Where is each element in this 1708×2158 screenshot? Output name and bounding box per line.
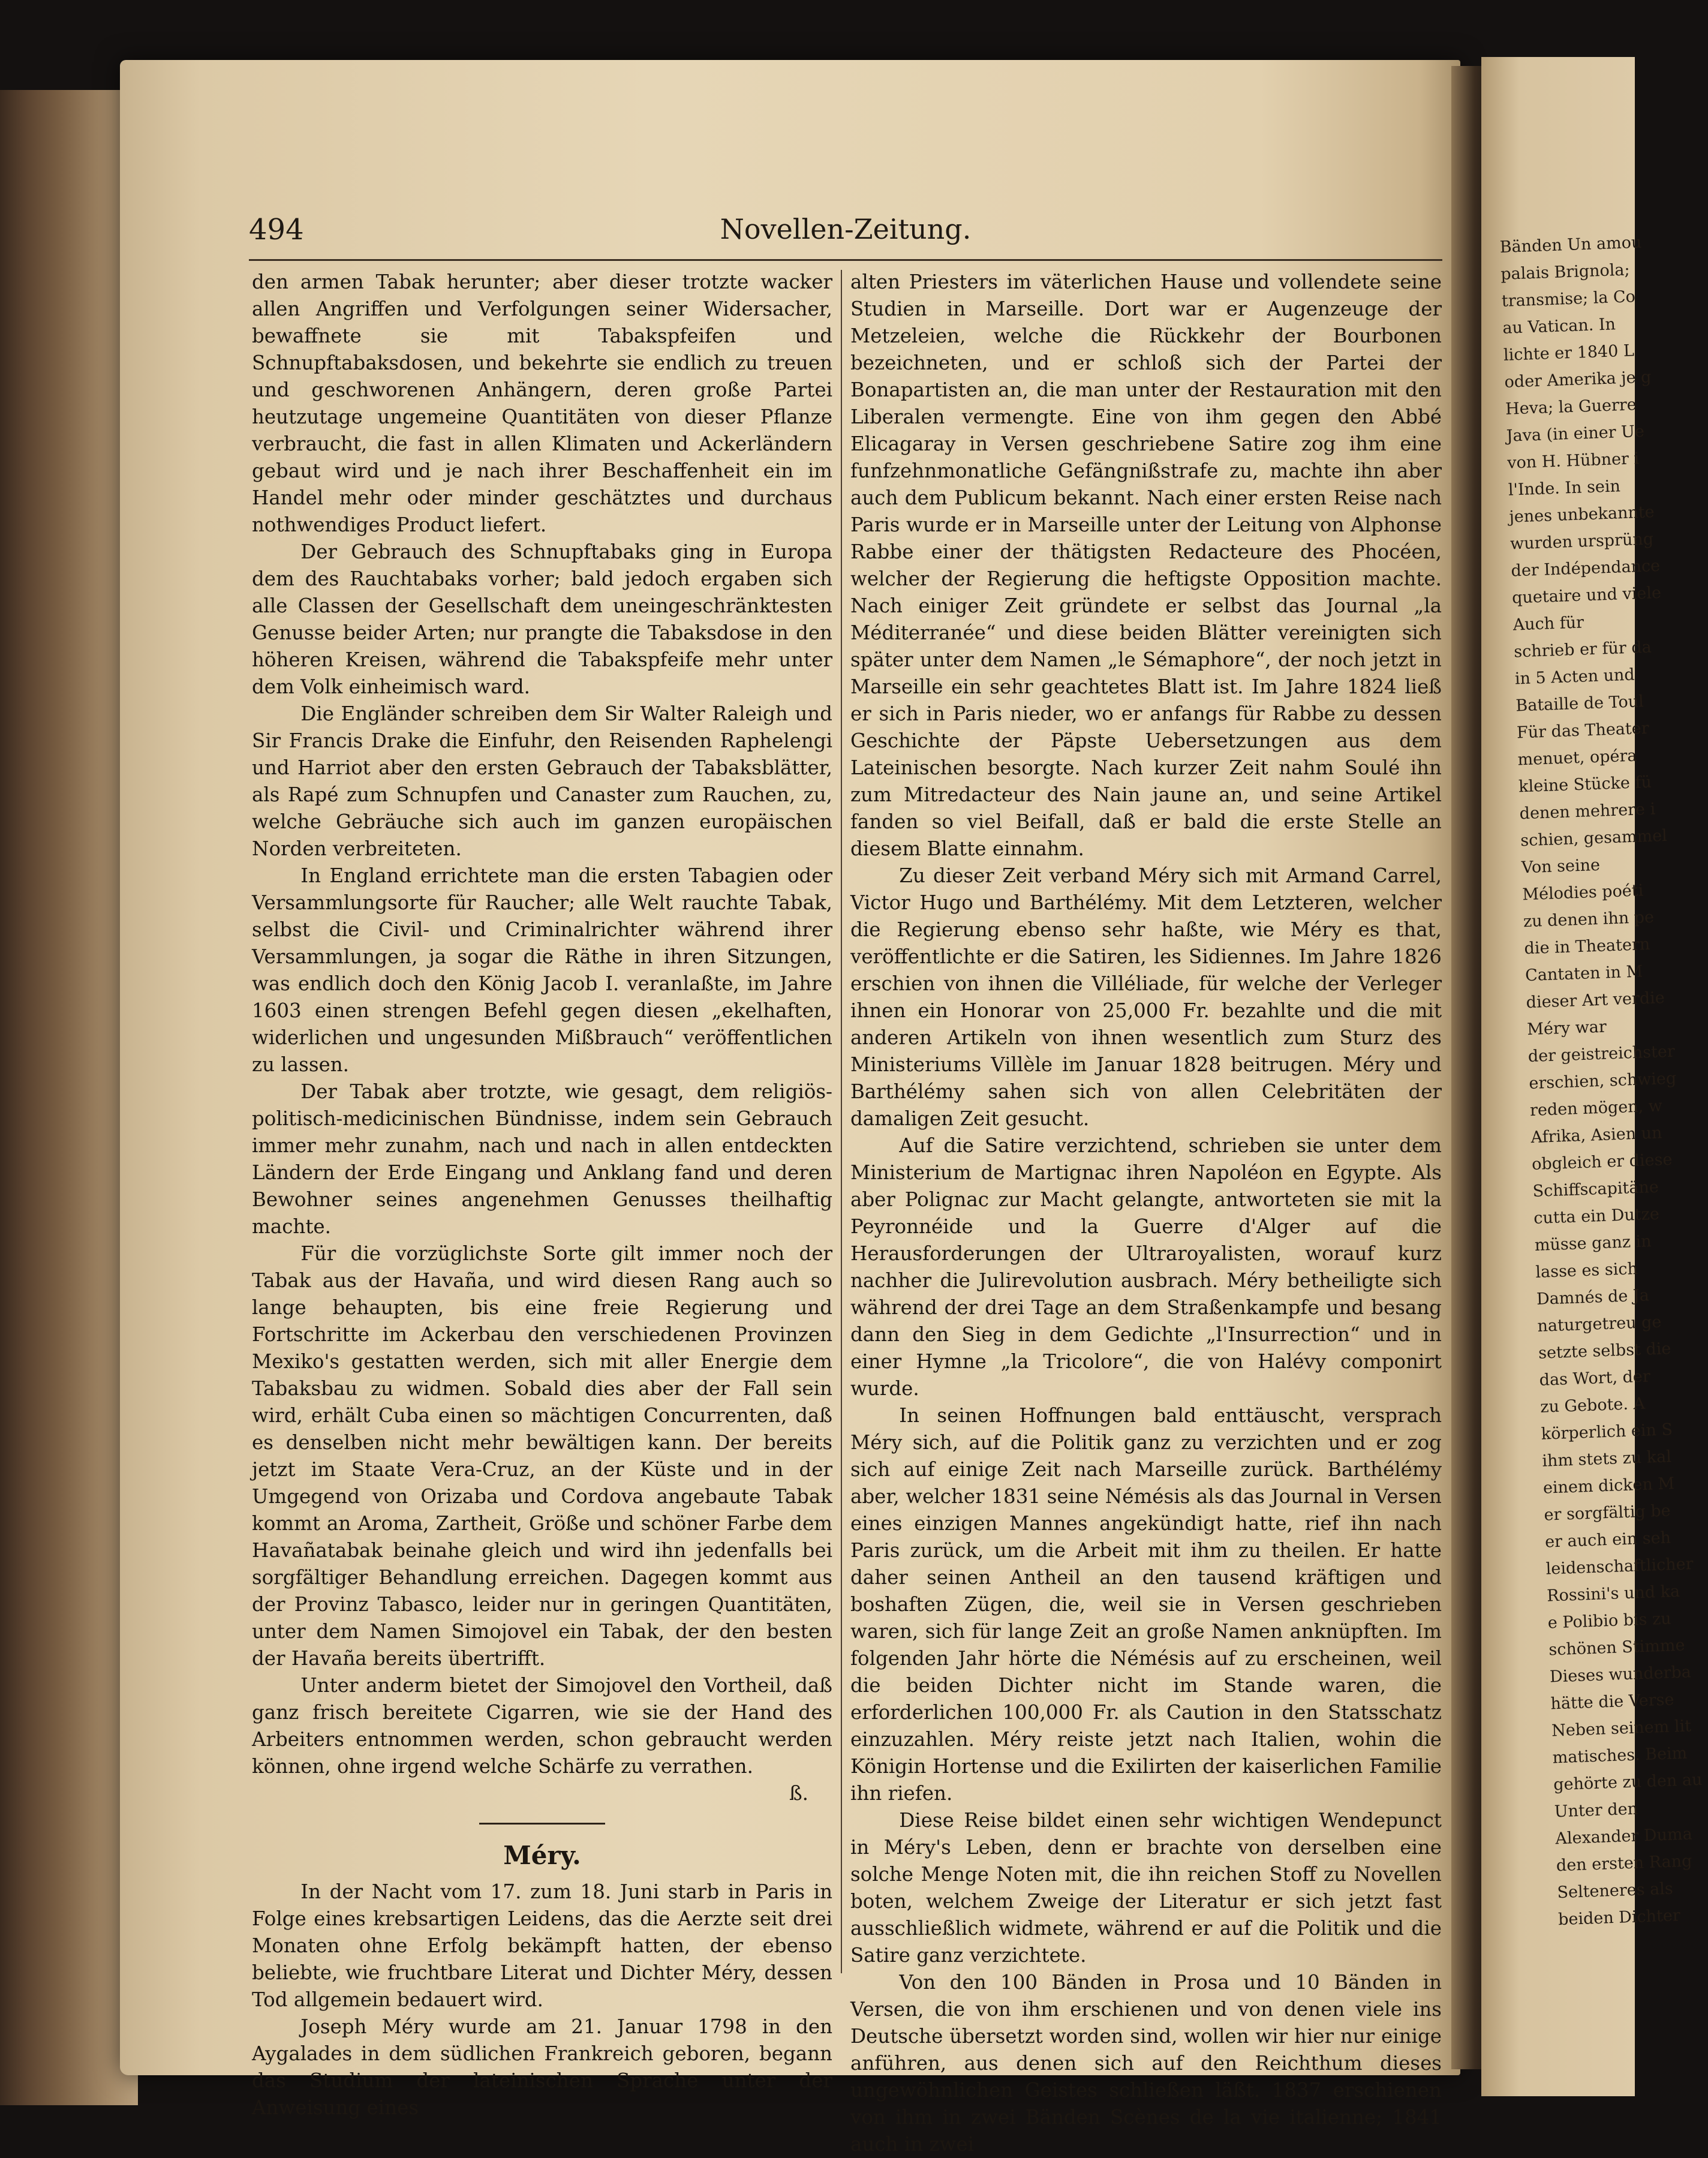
paragraph: Zu dieser Zeit verband Méry sich mit Armand Carrel, Victor Hugo und Barthélémy. Mit dem Letzteren, welcher die Regierung ebenso sehr haßte, wie Méry es that, veröffentlichte er die Satiren, les Sidiennes. Im Jahre 1826 erschien von ihnen die Villéliade, für welche der Verleger ihnen ein Honorar von 25,000 Fr. bezahlte und die mit anderen Artikeln von ihnen wesentlich zum Sturz des Ministeriums Villèle im Januar 1828 beitrugen. Méry und Barthélémy sahen sich von allen Celebritäten der damaligen Zeit gesucht. bbox=[850, 864, 1442, 1130]
adjacent-page-line: zu Gebote. A bbox=[1539, 1394, 1646, 1417]
adjacent-page-line: jenes unbekannte bbox=[1508, 503, 1655, 527]
adjacent-page-line: leidenschaftlicher bbox=[1545, 1555, 1694, 1579]
adjacent-page-line: menuet, opéra bbox=[1517, 746, 1637, 770]
adjacent-page-line: cutta ein Dutze bbox=[1533, 1204, 1660, 1228]
adjacent-page-line: schrieb er für da bbox=[1513, 638, 1652, 662]
adjacent-page-line: Rossini's und ka bbox=[1546, 1582, 1680, 1606]
adjacent-page-line: Bataille de Toul bbox=[1515, 692, 1644, 716]
adjacent-page-line: obgleich er diese bbox=[1531, 1150, 1673, 1174]
adjacent-page-line: Selteneres als bbox=[1557, 1879, 1674, 1902]
adjacent-page-line: müsse ganz in bbox=[1534, 1232, 1652, 1255]
paragraph: den armen Tabak herunter; aber dieser trotzte wacker allen Angriffen und Verfolgungen seiner Widersacher, bewaffnete sie mit Tabakspfeifen und Schnupftabaksdosen, und bekehrte sie endlich zu treuen und geschworenen Anhängern, deren große Partei heutzutage ungemeine Quantitäten von dieser Pflanze verbraucht, die fast in allen Klimaten und Ackerländern gebaut wird und je nach ihrer Beschaffenheit ein im Handel mehr oder minder geschätztes und durchaus nothwendiges Product liefert. bbox=[252, 270, 832, 536]
adjacent-page-line: Afrika, Asien un bbox=[1530, 1123, 1662, 1147]
adjacent-page-line: schönen Stimme bbox=[1548, 1636, 1685, 1660]
author-signature: ß. bbox=[789, 1782, 808, 1805]
adjacent-page-line: dieser Art verdie bbox=[1526, 988, 1665, 1012]
adjacent-page-line: der geistreichster bbox=[1527, 1042, 1676, 1066]
header-rule bbox=[249, 259, 1442, 261]
adjacent-page-line: das Wort, der bbox=[1539, 1367, 1651, 1390]
adjacent-page-line: die in Theatern bbox=[1524, 934, 1650, 958]
adjacent-page-line: Neben seinem lit bbox=[1551, 1717, 1692, 1741]
adjacent-page-line: er auch ein seh bbox=[1544, 1528, 1671, 1552]
section-rule bbox=[479, 1823, 605, 1825]
paragraph: Für die vorzüglichste Sorte gilt immer noch der Tabak aus der Havaña, und wird diesen Rang auch so lange behaupten, bis eine freie Regierung und Fortschritte im Ackerbau den verschiedenen Provinzen Mexiko's gestatten werden, sich mit aller Energie dem Tabaksbau zu widmen. Sobald dies aber der Fall sein wird, erhält Cuba einen so mächtigen Concurrenten, daß es denselben nicht mehr bewältigen kann. Der bereits jetzt im Staate Vera-Cruz, an der Küste und in der Umgegend von Orizaba und Cordova angebaute Tabak kommt an Aroma, Zartheit, Größe und schöner Farbe dem Havañatabak beinahe gleich und wird ihn jedenfalls bei sorgfältiger Behandlung erreichen. Dagegen kommt aus der Provinz Tabasco, leider nur in geringen Quantitäten, unter dem Namen Simojovel ein Tabak, der den besten der Havaña bereits übertrifft. bbox=[252, 1242, 832, 1670]
paragraph: Von den 100 Bänden in Prosa und 10 Bänden in Versen, die von ihm erschienen und von denen viele ins Deutsche übersetzt worden sind, wollen wir hier nur einige anführen, aus denen sich auf den Reichthum dieses ungewöhnlichen Geistes schließen läßt. 1837 erschienen von ihm in zwei Bänden Scènes de la vie italienne; 1841 auch in zwei bbox=[850, 1971, 1442, 2156]
adjacent-page-line: wurden ursprüng bbox=[1509, 530, 1654, 554]
book-edge bbox=[0, 90, 138, 2105]
adjacent-page-line: in 5 Acten und bbox=[1514, 665, 1635, 689]
adjacent-page-line: gehörte zu den au bbox=[1553, 1770, 1703, 1795]
adjacent-page-line: Bänden Un amou bbox=[1499, 233, 1642, 257]
adjacent-page-line: oder Amerika je g bbox=[1504, 368, 1652, 392]
adjacent-page-line: Alexander Duma bbox=[1554, 1825, 1693, 1849]
adjacent-page-line: Auch für bbox=[1512, 613, 1584, 635]
paragraph: Die Engländer schreiben dem Sir Walter Raleigh und Sir Francis Drake die Einfuhr, den Reisenden Raphelengi und Harriot aber den ersten Gebrauch der Tabaksblätter, als Rapé zum Schnupfen und Canaster zum Rauchen, zu, welche Gebräuche sich auch im ganzen europäischen Norden verbreiteten. bbox=[252, 702, 832, 860]
adjacent-page-line: transmise; la Co bbox=[1501, 287, 1636, 311]
adjacent-page-line: setzte selbst die bbox=[1538, 1339, 1671, 1363]
adjacent-page-line: er sorgfältig be bbox=[1544, 1501, 1671, 1525]
adjacent-page-line: hätte die Verse bbox=[1550, 1690, 1674, 1714]
adjacent-page-line: von H. Hübner i bbox=[1506, 449, 1640, 473]
adjacent-page-line: denen mehrere i bbox=[1519, 800, 1656, 823]
paragraph: Auf die Satire verzichtend, schrieben sie unter dem Ministerium de Martignac ihren Napoléon en Egypte. Als aber Polignac zur Macht gelangte, antworteten sie mit la Peyronnéide und la Guerre d'Alger auf die Herausforderungen der Ultraroyalisten, worauf kurz nachher die Julirevolution ausbrach. Méry betheiligte sich während der drei Tage an dem Straßenkampfe und besang dann den Sieg in dem Gedichte „l'Insurrection“ und in einer Hymne „la Tricolore“, die von Halévy componirt wurde. bbox=[850, 1134, 1442, 1400]
adjacent-page-line: lichte er 1840 L bbox=[1503, 341, 1635, 365]
adjacent-page-line: Dieses wunderba bbox=[1549, 1663, 1692, 1687]
adjacent-page-line: quetaire und viele bbox=[1511, 583, 1662, 608]
running-title: Novellen-Zeitung. bbox=[720, 213, 972, 245]
adjacent-page-line: den ersten Rang bbox=[1556, 1852, 1692, 1876]
adjacent-page-line: Von seine bbox=[1521, 855, 1601, 877]
paragraph: In England errichtete man die ersten Tabagien oder Versammlungsorte für Raucher; alle Welt rauchte Tabak, selbst die Civil- und Criminalrichter während ihrer Versammlungen, ja sogar die Räthe in ihren Sitzungen, was endlich doch den König Jacob I. veranlaßte, im Jahre 1603 einen strengen Befehl gegen diesen „ekelhaften, widerlichen und ungesunden Mißbrauch“ veröffentlichen zu lassen. bbox=[252, 864, 832, 1076]
page-number: 494 bbox=[249, 213, 304, 247]
section-title: Méry. bbox=[503, 1841, 581, 1870]
paragraph: In seinen Hoffnungen bald enttäuscht, versprach Méry sich, auf die Politik ganz zu verzichten und er zog sich auf einige Zeit nach Marseille zurück. Barthélémy aber, welcher 1831 seine Némésis als das Journal in Versen eines einzigen Mannes angekündigt hatte, rief ihn nach Paris zurück, um die Arbeit mit ihm zu theilen. Er hatte daher seinen Antheil an den tausend kräftigen und boshaften Zügen, die, weil sie in Versen geschrieben waren, sich für lange Zeit an große Namen anknüpften. Im folgenden Jahr hörte die Némésis auf zu erscheinen, weil die beiden Dichter nicht im Stande waren, die erforderlichen 100,000 Fr. als Caution in den Statsschatz einzuzahlen. Méry reiste jetzt nach Italien, wohin die Königin Hortense und die Exilirten der kaiserlichen Familie ihn riefen. bbox=[850, 1404, 1442, 1805]
adjacent-page-line: Unter den bbox=[1554, 1799, 1638, 1822]
page-header bbox=[249, 213, 1442, 255]
adjacent-page-line: kleine Stücke fü bbox=[1518, 773, 1652, 797]
adjacent-page-line: Mélodies poéti bbox=[1521, 881, 1644, 904]
adjacent-page-line: ihm stets zu kal bbox=[1541, 1447, 1672, 1471]
paragraph: Joseph Méry wurde am 21. Januar 1798 in den Aygalades in dem südlichen Frankreich geboren, begann das Studium der lateinischen Sprache unter der Anweisung eines bbox=[252, 2015, 832, 2119]
adjacent-page-line: beiden Dichter bbox=[1557, 1906, 1681, 1929]
paragraph: Der Gebrauch des Schnupftabaks ging in Europa dem des Rauchtabaks vorher; bald jedoch ergaben sich alle Classen der Gesellschaft dem uneingeschränktesten Genusse beider Arten; nur prangte die Tabaksdose in den höheren Kreisen, während die Tabakspfeife mehr unter dem Volk einheimisch ward. bbox=[252, 540, 832, 698]
paragraph: In der Nacht vom 17. zum 18. Juni starb in Paris in Folge eines krebsartigen Leidens, das die Aerzte seit drei Monaten ohne Erfolg bekämpft hatten, der ebenso beliebte, wie fruchtbare Literat und Dichter Méry, dessen Tod allgemein bedauert wird. bbox=[252, 1880, 832, 2011]
column-divider bbox=[841, 270, 842, 1973]
adjacent-page-line: erschien, schwieg bbox=[1528, 1069, 1677, 1093]
adjacent-page-line: au Vatican. In bbox=[1502, 315, 1616, 338]
adjacent-page-line: Cantaten in M bbox=[1524, 962, 1643, 985]
paragraph: Der Tabak aber trotzte, wie gesagt, dem religiös-politisch-medicinischen Bündnisse, indem sein Gebrauch immer mehr zunahm, nach und nach in allen entdeckten Ländern der Erde Eingang und Anklang fand und deren Bewohner seines angenehmen Genusses theilhaftig machte. bbox=[252, 1080, 832, 1238]
adjacent-page-line: matisches. Beim bbox=[1552, 1744, 1688, 1768]
adjacent-page-line: Heva; la Guerre bbox=[1505, 395, 1637, 419]
paragraph: alten Priesters im väterlichen Hause und vollendete seine Studien in Marseille. Dort war er Augenzeuge der Metzeleien, welche die Rückkehr der Bourbonen bezeichneten, und er schloß sich der Partei der Bonapartisten an, die man unter der Restauration mit den Liberalen vermengte. Eine von ihm gegen den Abbé Elicagaray in Versen geschriebene Satire zog ihm eine funfzehnmonatliche Gefängnißstrafe zu, machte ihn aber auch dem Publicum bekannt. Nach einer ersten Reise nach Paris wurde er in Marseille unter der Leitung von Alphonse Rabbe einer der thätigsten Redacteure des Phocéen, welcher der Regierung die heftigste Opposition machte. Nach einiger Zeit gründete er selbst das Journal „la Méditerranée“ und diese beiden Blätter vereinigten sich später unter dem Namen „le Sémaphore“, der noch jetzt in Marseille ein sehr geachtetes Blatt ist. Im Jahre 1824 ließ er sich in Paris nieder, wo er anfangs für Rabbe zu dessen Geschichte der Päpste Uebersetzungen aus dem Lateinischen besorgte. Nach kurzer Zeit nahm Soulé ihn zum Mitredacteur des Nain jaune an, und seine Artikel fanden so viel Beifall, daß er bald die erste Stelle an diesem Blatte einnahm. bbox=[850, 270, 1442, 860]
adjacent-page-line: Damnés de Ja bbox=[1536, 1286, 1650, 1309]
adjacent-page-line: einem dicken M bbox=[1542, 1474, 1675, 1498]
adjacent-page-line: Für das Theater bbox=[1516, 719, 1650, 743]
paragraph: Unter anderm bietet der Simojovel den Vortheil, daß ganz frisch bereitete Cigarren, wie sie der Hand des Arbeiters entnommen werden, schon gebraucht werden können, ohne irgend welche Schärfe zu verrathen. bbox=[252, 1674, 832, 1778]
adjacent-page-line: der Indépendance bbox=[1511, 556, 1661, 581]
adjacent-page-line: zu denen ihn pe bbox=[1523, 907, 1655, 931]
adjacent-page-line: körperlich ein S bbox=[1541, 1420, 1673, 1444]
adjacent-page-line: naturgetreu ge bbox=[1537, 1312, 1662, 1336]
adjacent-page-line: reden mögen, w bbox=[1529, 1096, 1663, 1120]
adjacent-page-line: Schiffscapitäne bbox=[1532, 1177, 1659, 1201]
adjacent-page-line: lasse es sich bbox=[1535, 1260, 1638, 1282]
adjacent-page-line: schien, gesammel bbox=[1520, 826, 1668, 850]
paragraph: Diese Reise bildet einen sehr wichtigen Wendepunct in Méry's Leben, denn er brachte von derselben eine solche Menge Noten mit, die ihn reichen Stoff zu Novellen boten, welchem Zweige der Literatur er sich jetzt fast ausschließlich widmete, während er auf die Politik und die Satire ganz verzichtete. bbox=[850, 1809, 1442, 1967]
adjacent-page-line: l'Inde. In sein bbox=[1508, 477, 1621, 500]
left-column bbox=[252, 269, 832, 2121]
adjacent-page-line: Java (in einer Ue bbox=[1506, 422, 1645, 446]
adjacent-page-line: palais Brignola; bbox=[1500, 260, 1631, 284]
adjacent-page-line: Méry war bbox=[1526, 1017, 1607, 1039]
adjacent-page-line: e Polibio bis zu bbox=[1547, 1609, 1672, 1633]
right-column bbox=[850, 269, 1442, 2158]
